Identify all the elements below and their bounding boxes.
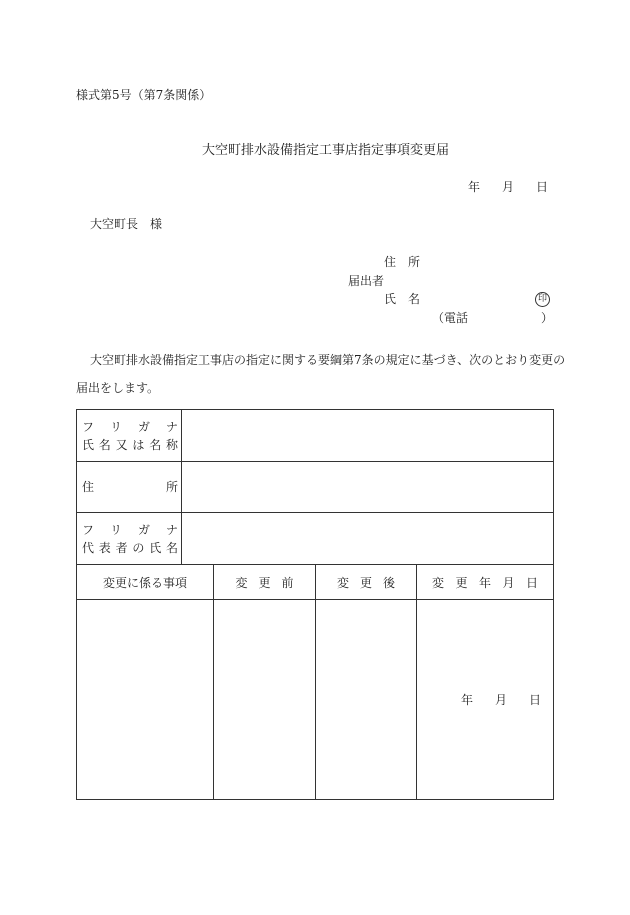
address-label: 住 所 — [384, 255, 420, 269]
after-change-cell[interactable] — [316, 600, 417, 800]
header-before-change: 変 更 前 — [214, 565, 316, 600]
rep-furigana-label: フ リ ガ ナ — [82, 522, 178, 537]
header-change-matter: 変更に係る事項 — [77, 565, 214, 600]
phone-open: （電話 — [432, 311, 469, 325]
form-number: 様式第5号（第7条関係） — [76, 88, 212, 102]
seal-icon: 印 — [535, 292, 550, 307]
furigana-label: フ リ ガ ナ — [82, 419, 178, 434]
phone-close: ） — [541, 311, 554, 325]
before-change-cell[interactable] — [214, 600, 316, 800]
header-change-date: 変 更 年 月 日 — [417, 565, 554, 600]
name-or-title-label: 氏 名 又 は 名 称 — [82, 437, 178, 452]
name-label: 氏 名 — [384, 292, 420, 306]
address-value-cell[interactable] — [182, 462, 554, 513]
representative-name-label: 代 表 者 の 氏 名 — [82, 540, 178, 555]
notifier-label: 届出者 — [348, 274, 385, 288]
year-label: 年 — [468, 180, 481, 194]
addressee: 大空町長 様 — [90, 217, 163, 231]
change-date-cell[interactable] — [417, 600, 554, 800]
row-headers — [77, 565, 554, 600]
row-change-details — [77, 600, 554, 800]
header-after-change: 変 更 後 — [316, 565, 417, 600]
address-label-cell: 住 所 — [77, 462, 182, 513]
row-address — [77, 462, 554, 513]
body-text-line1: 大空町排水設備指定工事店の指定に関する要綱第7条の規定に基づき、次のとおり変更の — [90, 353, 566, 367]
row-name — [77, 410, 554, 462]
change-date-line: 年 月 日 — [461, 693, 541, 707]
name-label-cell — [77, 410, 182, 462]
seal-mark — [535, 291, 550, 307]
document-title: 大空町排水設備指定工事店指定事項変更届 — [202, 143, 450, 158]
date-line — [468, 181, 548, 193]
name-value-cell[interactable] — [182, 410, 554, 462]
representative-value-cell[interactable] — [182, 513, 554, 565]
body-text-line2: 届出をします。 — [76, 381, 160, 395]
representative-label-cell — [77, 513, 182, 565]
row-representative — [77, 513, 554, 565]
month-label: 月 — [501, 180, 514, 194]
change-form-table — [76, 409, 554, 800]
change-matter-cell[interactable] — [77, 600, 214, 800]
day-label: 日 — [535, 180, 548, 194]
